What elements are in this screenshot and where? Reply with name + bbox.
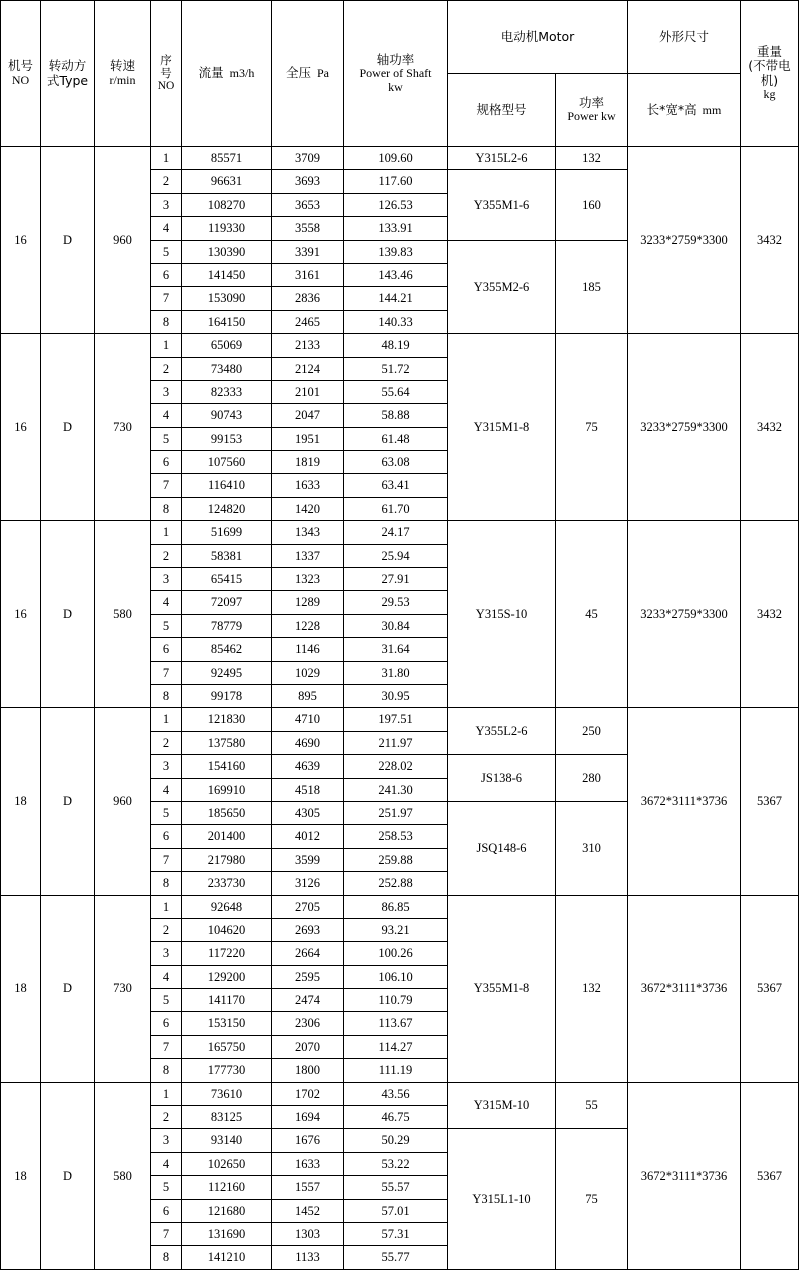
cell-flow: 85571	[182, 147, 272, 170]
cell-dimension: 3233*2759*3300	[628, 521, 741, 708]
cell-shaft-power: 58.88	[344, 404, 448, 427]
cell-flow: 90743	[182, 404, 272, 427]
cell-machine-no: 18	[1, 708, 41, 895]
cell-flow: 92495	[182, 661, 272, 684]
table-row	[1, 521, 799, 544]
table-row	[1, 334, 799, 357]
cell-dimension: 3672*3111*3736	[628, 1082, 741, 1269]
cell-sequence-no: 8	[151, 872, 182, 895]
cell-flow: 102650	[182, 1152, 272, 1175]
cell-shaft-power: 259.88	[344, 848, 448, 871]
cell-dimension: 3672*3111*3736	[628, 708, 741, 895]
cell-total-pressure: 2465	[272, 310, 344, 333]
cell-shaft-power: 143.46	[344, 263, 448, 286]
cell-weight: 5367	[741, 895, 799, 1082]
cell-total-pressure: 1800	[272, 1059, 344, 1082]
cell-speed: 580	[95, 521, 151, 708]
table-row	[1, 895, 799, 918]
cell-shaft-power: 133.91	[344, 217, 448, 240]
cell-total-pressure: 3693	[272, 170, 344, 193]
cell-shaft-power: 251.97	[344, 801, 448, 824]
cell-shaft-power: 63.41	[344, 474, 448, 497]
cell-drive-type: D	[41, 1082, 95, 1269]
cell-total-pressure: 1694	[272, 1106, 344, 1129]
header-motor-group: 电动机Motor	[448, 1, 628, 74]
cell-flow: 83125	[182, 1106, 272, 1129]
cell-total-pressure: 3653	[272, 193, 344, 216]
cell-total-pressure: 1702	[272, 1082, 344, 1105]
cell-drive-type: D	[41, 334, 95, 521]
cell-total-pressure: 2124	[272, 357, 344, 380]
cell-sequence-no: 8	[151, 684, 182, 707]
cell-total-pressure: 1343	[272, 521, 344, 544]
cell-total-pressure: 1029	[272, 661, 344, 684]
cell-sequence-no: 5	[151, 989, 182, 1012]
cell-flow: 165750	[182, 1035, 272, 1058]
cell-motor-power: 280	[556, 755, 628, 802]
cell-flow: 137580	[182, 731, 272, 754]
cell-total-pressure: 3391	[272, 240, 344, 263]
cell-sequence-no: 2	[151, 1106, 182, 1129]
cell-sequence-no: 4	[151, 217, 182, 240]
cell-total-pressure: 1289	[272, 591, 344, 614]
cell-shaft-power: 139.83	[344, 240, 448, 263]
cell-machine-no: 16	[1, 521, 41, 708]
cell-flow: 185650	[182, 801, 272, 824]
cell-total-pressure: 1633	[272, 1152, 344, 1175]
cell-flow: 164150	[182, 310, 272, 333]
cell-shaft-power: 55.77	[344, 1246, 448, 1269]
cell-shaft-power: 86.85	[344, 895, 448, 918]
cell-motor-model: Y315L2-6	[448, 147, 556, 170]
cell-motor-power: 75	[556, 1129, 628, 1269]
header-sequence-no: 序 号 NO	[151, 1, 182, 147]
cell-speed: 580	[95, 1082, 151, 1269]
cell-flow: 108270	[182, 193, 272, 216]
cell-shaft-power: 241.30	[344, 778, 448, 801]
cell-total-pressure: 2101	[272, 380, 344, 403]
header-dimension-group: 外形尺寸	[628, 1, 741, 74]
cell-sequence-no: 4	[151, 404, 182, 427]
cell-sequence-no: 4	[151, 965, 182, 988]
cell-flow: 58381	[182, 544, 272, 567]
cell-total-pressure: 2836	[272, 287, 344, 310]
cell-shaft-power: 100.26	[344, 942, 448, 965]
cell-flow: 121680	[182, 1199, 272, 1222]
cell-weight: 3432	[741, 147, 799, 334]
cell-sequence-no: 2	[151, 170, 182, 193]
cell-total-pressure: 2306	[272, 1012, 344, 1035]
cell-flow: 153150	[182, 1012, 272, 1035]
header-row-1	[1, 1, 799, 74]
cell-sequence-no: 3	[151, 755, 182, 778]
cell-sequence-no: 8	[151, 1059, 182, 1082]
cell-flow: 107560	[182, 451, 272, 474]
cell-flow: 121830	[182, 708, 272, 731]
cell-total-pressure: 1420	[272, 497, 344, 520]
cell-speed: 960	[95, 147, 151, 334]
cell-flow: 129200	[182, 965, 272, 988]
cell-total-pressure: 2133	[272, 334, 344, 357]
cell-flow: 217980	[182, 848, 272, 871]
cell-sequence-no: 2	[151, 357, 182, 380]
cell-motor-power: 55	[556, 1082, 628, 1129]
cell-sequence-no: 6	[151, 1012, 182, 1035]
cell-total-pressure: 4639	[272, 755, 344, 778]
cell-shaft-power: 30.84	[344, 614, 448, 637]
cell-shaft-power: 258.53	[344, 825, 448, 848]
cell-motor-model: Y355L2-6	[448, 708, 556, 755]
cell-flow: 99153	[182, 427, 272, 450]
cell-total-pressure: 895	[272, 684, 344, 707]
cell-motor-model: Y315L1-10	[448, 1129, 556, 1269]
cell-total-pressure: 1452	[272, 1199, 344, 1222]
cell-sequence-no: 4	[151, 591, 182, 614]
cell-shaft-power: 43.56	[344, 1082, 448, 1105]
cell-flow: 82333	[182, 380, 272, 403]
cell-sequence-no: 6	[151, 638, 182, 661]
cell-shaft-power: 29.53	[344, 591, 448, 614]
header-shaft-power: 轴功率 Power of Shaft kw	[344, 1, 448, 147]
cell-shaft-power: 61.70	[344, 497, 448, 520]
cell-flow: 153090	[182, 287, 272, 310]
cell-sequence-no: 1	[151, 708, 182, 731]
cell-flow: 131690	[182, 1222, 272, 1245]
cell-weight: 3432	[741, 521, 799, 708]
cell-speed: 730	[95, 895, 151, 1082]
cell-weight: 5367	[741, 708, 799, 895]
cell-shaft-power: 228.02	[344, 755, 448, 778]
cell-weight: 3432	[741, 334, 799, 521]
cell-flow: 169910	[182, 778, 272, 801]
cell-flow: 112160	[182, 1176, 272, 1199]
cell-shaft-power: 51.72	[344, 357, 448, 380]
cell-sequence-no: 8	[151, 497, 182, 520]
header-machine-no: 机号 NO	[1, 1, 41, 147]
cell-total-pressure: 1303	[272, 1222, 344, 1245]
header-motor-model: 规格型号	[448, 74, 556, 147]
cell-total-pressure: 1633	[272, 474, 344, 497]
cell-sequence-no: 3	[151, 193, 182, 216]
cell-sequence-no: 1	[151, 521, 182, 544]
cell-total-pressure: 1557	[272, 1176, 344, 1199]
cell-shaft-power: 93.21	[344, 918, 448, 941]
cell-flow: 124820	[182, 497, 272, 520]
cell-total-pressure: 1146	[272, 638, 344, 661]
cell-shaft-power: 46.75	[344, 1106, 448, 1129]
cell-motor-power: 160	[556, 170, 628, 240]
cell-total-pressure: 1819	[272, 451, 344, 474]
cell-shaft-power: 55.64	[344, 380, 448, 403]
cell-shaft-power: 53.22	[344, 1152, 448, 1175]
header-flow: 流量 m3/h	[182, 1, 272, 147]
cell-shaft-power: 57.01	[344, 1199, 448, 1222]
cell-motor-model: Y315S-10	[448, 521, 556, 708]
cell-sequence-no: 8	[151, 1246, 182, 1269]
cell-total-pressure: 3599	[272, 848, 344, 871]
cell-flow: 96631	[182, 170, 272, 193]
cell-drive-type: D	[41, 147, 95, 334]
cell-dimension: 3233*2759*3300	[628, 334, 741, 521]
cell-shaft-power: 48.19	[344, 334, 448, 357]
cell-sequence-no: 7	[151, 1035, 182, 1058]
cell-sequence-no: 4	[151, 1152, 182, 1175]
cell-shaft-power: 113.67	[344, 1012, 448, 1035]
cell-sequence-no: 5	[151, 427, 182, 450]
cell-sequence-no: 4	[151, 778, 182, 801]
cell-total-pressure: 1228	[272, 614, 344, 637]
cell-machine-no: 16	[1, 147, 41, 334]
cell-shaft-power: 110.79	[344, 989, 448, 1012]
cell-flow: 104620	[182, 918, 272, 941]
cell-motor-model: Y355M1-8	[448, 895, 556, 1082]
cell-total-pressure: 3126	[272, 872, 344, 895]
cell-sequence-no: 3	[151, 568, 182, 591]
cell-flow: 65069	[182, 334, 272, 357]
cell-sequence-no: 7	[151, 287, 182, 310]
table-row	[1, 708, 799, 731]
cell-drive-type: D	[41, 708, 95, 895]
cell-sequence-no: 3	[151, 942, 182, 965]
cell-motor-model: Y315M-10	[448, 1082, 556, 1129]
cell-total-pressure: 4012	[272, 825, 344, 848]
cell-motor-power: 75	[556, 334, 628, 521]
cell-flow: 233730	[182, 872, 272, 895]
cell-sequence-no: 2	[151, 544, 182, 567]
cell-shaft-power: 31.80	[344, 661, 448, 684]
cell-sequence-no: 2	[151, 918, 182, 941]
cell-sequence-no: 6	[151, 825, 182, 848]
cell-machine-no: 16	[1, 334, 41, 521]
cell-sequence-no: 7	[151, 848, 182, 871]
cell-sequence-no: 2	[151, 731, 182, 754]
cell-total-pressure: 2664	[272, 942, 344, 965]
cell-flow: 177730	[182, 1059, 272, 1082]
table-header	[1, 1, 799, 147]
cell-machine-no: 18	[1, 1082, 41, 1269]
cell-sequence-no: 7	[151, 1222, 182, 1245]
table-body	[1, 147, 799, 1270]
cell-total-pressure: 2070	[272, 1035, 344, 1058]
cell-sequence-no: 6	[151, 263, 182, 286]
cell-total-pressure: 1951	[272, 427, 344, 450]
cell-flow: 117220	[182, 942, 272, 965]
cell-total-pressure: 3709	[272, 147, 344, 170]
cell-total-pressure: 4690	[272, 731, 344, 754]
cell-flow: 119330	[182, 217, 272, 240]
cell-sequence-no: 5	[151, 801, 182, 824]
table-row	[1, 1082, 799, 1105]
table-row	[1, 147, 799, 170]
cell-motor-power: 310	[556, 801, 628, 895]
cell-flow: 99178	[182, 684, 272, 707]
cell-sequence-no: 1	[151, 895, 182, 918]
cell-shaft-power: 31.64	[344, 638, 448, 661]
cell-drive-type: D	[41, 895, 95, 1082]
cell-flow: 154160	[182, 755, 272, 778]
cell-sequence-no: 1	[151, 1082, 182, 1105]
cell-sequence-no: 6	[151, 1199, 182, 1222]
cell-shaft-power: 252.88	[344, 872, 448, 895]
cell-flow: 141450	[182, 263, 272, 286]
cell-shaft-power: 25.94	[344, 544, 448, 567]
cell-sequence-no: 5	[151, 240, 182, 263]
cell-flow: 51699	[182, 521, 272, 544]
cell-total-pressure: 2705	[272, 895, 344, 918]
cell-flow: 130390	[182, 240, 272, 263]
cell-total-pressure: 2693	[272, 918, 344, 941]
cell-shaft-power: 61.48	[344, 427, 448, 450]
cell-flow: 65415	[182, 568, 272, 591]
header-total-pressure: 全压 Pa	[272, 1, 344, 147]
cell-motor-power: 132	[556, 147, 628, 170]
cell-shaft-power: 24.17	[344, 521, 448, 544]
cell-sequence-no: 1	[151, 334, 182, 357]
cell-shaft-power: 126.53	[344, 193, 448, 216]
cell-shaft-power: 50.29	[344, 1129, 448, 1152]
cell-flow: 73480	[182, 357, 272, 380]
cell-shaft-power: 109.60	[344, 147, 448, 170]
cell-dimension: 3672*3111*3736	[628, 895, 741, 1082]
cell-total-pressure: 2047	[272, 404, 344, 427]
cell-motor-model: JSQ148-6	[448, 801, 556, 895]
cell-flow: 93140	[182, 1129, 272, 1152]
cell-sequence-no: 5	[151, 1176, 182, 1199]
cell-machine-no: 18	[1, 895, 41, 1082]
cell-speed: 960	[95, 708, 151, 895]
cell-shaft-power: 57.31	[344, 1222, 448, 1245]
cell-flow: 85462	[182, 638, 272, 661]
cell-weight: 5367	[741, 1082, 799, 1269]
cell-sequence-no: 7	[151, 661, 182, 684]
cell-motor-power: 45	[556, 521, 628, 708]
header-motor-power: 功率 Power kw	[556, 74, 628, 147]
cell-sequence-no: 1	[151, 147, 182, 170]
cell-dimension: 3233*2759*3300	[628, 147, 741, 334]
cell-total-pressure: 4305	[272, 801, 344, 824]
cell-shaft-power: 114.27	[344, 1035, 448, 1058]
cell-shaft-power: 211.97	[344, 731, 448, 754]
header-drive-type: 转动方 式Type	[41, 1, 95, 147]
cell-motor-model: Y355M2-6	[448, 240, 556, 334]
cell-total-pressure: 2595	[272, 965, 344, 988]
cell-shaft-power: 197.51	[344, 708, 448, 731]
cell-shaft-power: 144.21	[344, 287, 448, 310]
cell-shaft-power: 55.57	[344, 1176, 448, 1199]
cell-motor-model: Y315M1-8	[448, 334, 556, 521]
cell-flow: 201400	[182, 825, 272, 848]
cell-motor-power: 250	[556, 708, 628, 755]
cell-shaft-power: 111.19	[344, 1059, 448, 1082]
cell-sequence-no: 3	[151, 1129, 182, 1152]
cell-flow: 72097	[182, 591, 272, 614]
cell-flow: 73610	[182, 1082, 272, 1105]
cell-shaft-power: 27.91	[344, 568, 448, 591]
cell-total-pressure: 3161	[272, 263, 344, 286]
cell-total-pressure: 1323	[272, 568, 344, 591]
cell-shaft-power: 106.10	[344, 965, 448, 988]
cell-sequence-no: 8	[151, 310, 182, 333]
cell-motor-model: JS138-6	[448, 755, 556, 802]
cell-total-pressure: 2474	[272, 989, 344, 1012]
cell-total-pressure: 4710	[272, 708, 344, 731]
cell-shaft-power: 30.95	[344, 684, 448, 707]
cell-sequence-no: 3	[151, 380, 182, 403]
cell-drive-type: D	[41, 521, 95, 708]
cell-flow: 116410	[182, 474, 272, 497]
cell-flow: 92648	[182, 895, 272, 918]
cell-sequence-no: 6	[151, 451, 182, 474]
cell-flow: 78779	[182, 614, 272, 637]
cell-speed: 730	[95, 334, 151, 521]
cell-shaft-power: 63.08	[344, 451, 448, 474]
cell-total-pressure: 1676	[272, 1129, 344, 1152]
cell-motor-power: 132	[556, 895, 628, 1082]
cell-flow: 141170	[182, 989, 272, 1012]
cell-shaft-power: 140.33	[344, 310, 448, 333]
cell-motor-power: 185	[556, 240, 628, 334]
cell-flow: 141210	[182, 1246, 272, 1269]
header-dimension-sub: 长*宽*高 mm	[628, 74, 741, 147]
cell-total-pressure: 1133	[272, 1246, 344, 1269]
cell-sequence-no: 5	[151, 614, 182, 637]
cell-motor-model: Y355M1-6	[448, 170, 556, 240]
cell-shaft-power: 117.60	[344, 170, 448, 193]
cell-total-pressure: 4518	[272, 778, 344, 801]
cell-total-pressure: 1337	[272, 544, 344, 567]
cell-sequence-no: 7	[151, 474, 182, 497]
header-speed: 转速 r/min	[95, 1, 151, 147]
cell-total-pressure: 3558	[272, 217, 344, 240]
header-weight: 重量 (不带电机) kg	[741, 1, 799, 147]
